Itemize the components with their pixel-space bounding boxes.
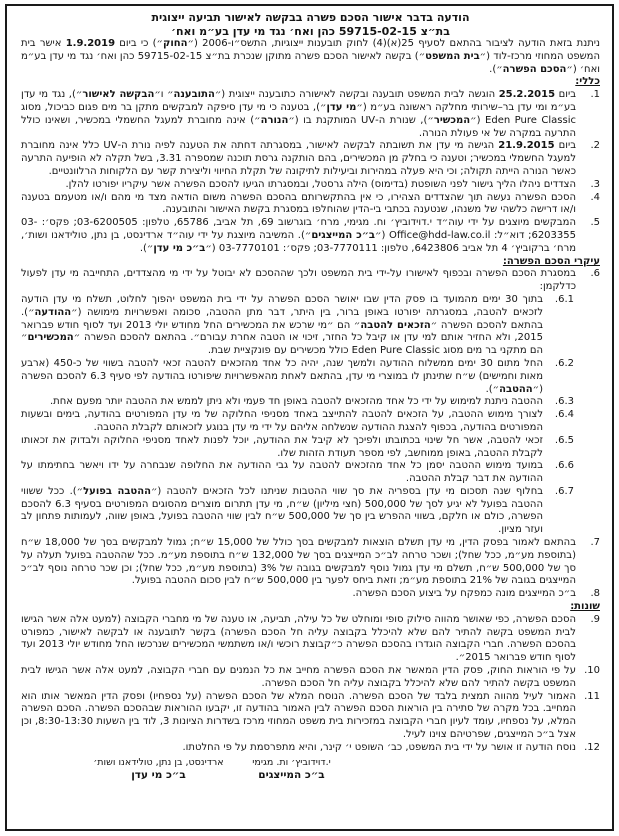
list-item-8	[21, 588, 600, 601]
item-text: ההטבה ניתנת למימוש על ידי כל אחד מהזכאים להטבה באופן חד פעמי ולא ניתן לממש את ההטבה יותר מפעם אחת.	[49, 396, 543, 408]
item-text: בהתאם לאמור בפסק הדין, מי עדן תשלם הוצאות למבקשים בסך כולל של 15,000 ש״ח; גמול למבקשים בסך של 18,000 ש״ח (בתוספת מע״מ, ככל שחל); ושכר טרחה לב״כ המייצגים בסך של 132,000 ש״ח בתוספת מע״מ. ככל שההטבה בפועל תעלה על סך של 500,000 ש״ח, תשלם מי עדן גמול נוסף למבקשים בגובה של 3% (בתוספת מע״מ, ככל שחל); וכן שכר טרחה נוסף לב״כ המייצגים בגובה של 21% בתוספת מע״מ; וזאת ביחס לפער בין 500,000 ש״ח לבין סכום ההטבה בפועל.	[21, 537, 576, 587]
item-text: המבקשים מיוצגים על ידי עוה״ד י.דוידוביץ׳ וח. מגימי, מרח׳ בוגרשוב 69, תל אביב, 65786, טלפון: 03-6200505; פקס׳: 03-6203355; דוא״ל: Office@hdd-law.co.il (״ב״כ המייצגים״). המשיבה מיוצגת על ידי עוה״ד ארדינסט, בן נתן, טולידאנו ושות׳, מרח׳ ברקוביץ׳ 4 תל אביב 6423806, טלפון: 03-7770111; פקס׳: 03-7770101 (״ב״כ מי עדן״).	[21, 217, 576, 254]
list-item-7	[21, 537, 600, 588]
item-number: 6.1.	[554, 293, 574, 305]
list-item-2	[21, 140, 600, 178]
signature-role: ב״כ המייצגים	[258, 768, 325, 781]
list-item-6-1	[21, 294, 600, 358]
item-text: החל מתום 30 ימים ממשלוח ההודעה ולמשך שנה, יהיה כל אחד מהזכאים להטבה זכאי להטבה בשווי של כ-450 (ארבע מאות וחמישים) ש״ח שתינתן לו במוצרי מי עדן, בהתאם לאחת מהאפשרויות שיפורטו בהודעה לפי סעיף 6.3 להסכם הפשרה (״ההטבה״).	[21, 357, 543, 395]
item-number: 4.	[590, 191, 600, 203]
item-text: זכאי להטבה, אשר חל שינוי בכתובתו ולפיכך לא קיבל את ההודעה, יוכל לפנות לאחד מסניפי החלוקה ולבדוק את זכאותו לקבלת ההטבה, באופן ממוחשב, לפי מספר תעודת הזהות שלו.	[21, 434, 543, 459]
list-item-11	[21, 691, 600, 742]
signature-role: ב״כ מי עדן	[131, 768, 186, 781]
item-text: הסכם הפשרה נעשה תוך שהצדדים הצהירו, כי אין בהתקשרותם בהסכם הפשרה משום הודאה מצד מי מהם ו/או מטעמם בטענה ו/או דרישה כלשהי של משנהו, שנטענה בכתבי בי-הדין שהוחלפו במסגרת בקשת האישור והתובענה.	[21, 191, 576, 216]
item-text: לצורך מימוש ההטבה, על הזכאים להטבה להתייצב באחד מסניפי החלוקה של מי עדן המפורטים בהודעה, בימים ובשעות המפורטים בהודעה, בכפוף להצגת ההודעה שנשלחה אליהם על ידי מי עדן בנוגע לזכאותם לקבלת ההטבה.	[21, 409, 543, 433]
item-number: 6.4.	[554, 409, 574, 421]
defendant-counsel-signature	[61, 757, 256, 782]
item-number: 6.3.	[554, 396, 574, 408]
item-number: 6.	[590, 268, 600, 280]
item-text: ביום 25.2.2015 הוגשה לבית המשפט תובענה ובקשה לאישורה כתובענה ייצוגית (״התובענה״ ו״הבקשה לאישור״), נגד מי עדן בע״מ ומי עדן בר–שירותי מחלקה ראשונה בע״מ (״מי עדן״), בטענה כי מי עדן סיפקה למבקשים מתקן בר מים פגום כביכול, מסוג Eden Pure Classic (״המכשיר״), שנורת ה-UV המותקנת בו (״הנורה״) אינה מחוברת למעגל החשמלי במכשיר, ושאינו כולל התרעה במקרה של אי פעולת הנורה.	[21, 89, 577, 139]
item-text: על פי הוראות החוק, פסק הדין המאשר את הסכם הפשרה מחייב את כל הנמנים עם חברי הקבוצה, למעט אלה אשר הגישו לבית המשפט בקשה להתיר להם שלא להיכלל בקבוצה עליה חל הסכם הפשרה.	[21, 665, 576, 689]
list-item-6-2	[21, 358, 600, 396]
item-number: 8.	[590, 588, 600, 600]
item-text: ב״כ המייצגים מונה כמפקח על ביצוע הסכם הפשרה.	[352, 588, 576, 600]
item-number: 2.	[590, 140, 600, 152]
list-item-6-6	[21, 460, 600, 486]
item-number: 9.	[590, 613, 600, 625]
item-number: 6.5.	[554, 434, 574, 446]
item-text: נוסח הודעה זו אושר על ידי בית המשפט, כב׳ השופט י׳ קינר, והיא מתפרסמת על פי החלטתו.	[182, 741, 576, 753]
item-number: 6.7.	[554, 485, 574, 497]
section-heading-essence: עיקרי הסכם הפשרה:	[502, 255, 600, 267]
item-text: בחלוף שנה תסכום מי עדן בספריה את סך שווי ההטבות שניתנו לכל הזכאים להטבה (״ההטבה בפועל״). ככל ששווי ההטבה בפועל לא יגיע לסך של 500,000 (חצי מיליון) ש״ח, מי עדן תתרום מוצרים מהסוגים המפורטים בסעיף 6.3 להסכם הפשרה, כולם או חלקם, בשווי ההפרש בין סך של 500,000 ש״ח לבין שווי ההטבה בפועל, באופן שווה, לעמותות פתחון לב ועזר מציון.	[21, 485, 544, 536]
case-number-title: בת״צ 59715-02-15 כהן ואח׳ נגד מי עדן בע״מ ואח׳	[171, 24, 450, 38]
list-item-6	[21, 268, 600, 294]
item-number: 7.	[590, 537, 600, 549]
item-text: בתוך 30 ימים מהמועד בו פסק הדין שבו יאושר הסכם הפשרה על ידי בית המשפט יהפוך לחלוט, תשלח מי עדן הודעה לזכאים להטבה, במסגרתה יפורטו באופן ברור, בין היתר, דבר מתן ההטבה, סכומה ואפשרויות מימושה (״ההודעה״). בהתאם להסכם הפשרה ״הזכאים להטבה״ הם ״מי שרכש את המכשירים החל מחודש יולי 2013 ועד לסוף חודש פברואר 2015, ולא החזיר אותם למי עדן או קיבל כל החזר, זיכוי או הטבה אחרת עבורם״. בהתאם להסכם הפשרה ״המכשירים״ הם מתקני בר מים מסוג Eden Pure Classic כולל מכשירים עם פונקציית שבת.	[21, 293, 544, 357]
notice-title: הודעה בדבר אישור הסכם פשרה בבקשה לאישור תביעה ייצוגית	[151, 11, 470, 24]
signature-name: י.דוידוביץ׳ ות. מגימי	[252, 756, 331, 768]
item-number: 12.	[584, 741, 600, 753]
list-item-12	[21, 742, 600, 755]
list-item-6-4	[21, 409, 600, 435]
list-item-10	[21, 665, 600, 691]
notice-frame	[5, 4, 614, 831]
signature-name: ארדינסט, בן נתן, טולידאנו ושות׳	[93, 756, 224, 768]
item-text: הסכם הפשרה, כפי שאושר מהווה סילוק סופי ומוחלט של כל עילה, תביעה, או טענה של מי מחברי הקבוצה (למעט אלה אשר הגישו לבית המשפט בקשה להתיר להם שלא להיכלל בקבוצה עליה חל הסכם הפשרה) בקשר לתובענה או לבקשה לאישור, כמפורט בהסכם הפשרה. חברי הקבוצה הוגדרו בהסכם הפשרה כ״קבוצת רוכשי ו/או משתמשי המכשירים שנרכשו החל מחודש יולי 2013 ועד לסוף חודש פברואר 2015״.	[21, 613, 577, 664]
list-item-6-5	[21, 435, 600, 461]
item-text: הצדדים ניהלו הליך גישור לפני השופטת (בדימוס) הילה גרסטל, ובמסגרתו הגיעו להסכם הפשרה אשר עיקריו יפורטו להלן.	[65, 178, 576, 190]
signature-block	[21, 757, 600, 787]
item-number: 6.6.	[554, 460, 574, 472]
section-heading-misc: שונות:	[570, 601, 600, 613]
item-text: ביום 21.9.2015 הגישה מי עדן את תשובתה לבקשה לאישור, במסגרתה דחתה את הטענה לפיה נורת ה-UV כלל אינה מחוברת למעגל החשמלי במכשיר; וטענה כי בחלק מן המכשירים, בהם הותקנה גרסת תוכנה שמספרה 3.31, בשל תקלה לא הופיעה התרעה כאשר הנורה הייתה תקולה; וכי היא פעלה במהירות וביעילות לתיקונה של תקלת החיווי וליצירת קשר עם הלקוחות הרלוונטיים.	[21, 140, 577, 177]
item-text: האמור לעיל מהווה תמצית בלבד של הסכם הפשרה. הנוסח המלא של הסכם הפשרה (על נספחיו) ופסק הדין המאשר אותו הוא המחייב. בכל מקרה של סתירה בין הוראות הסכם הפשרה לבין האמור בהודעה זו, יקבעו ההוראות שבהסכם הפשרה. הסכם הפשרה המלא, על נספחיו, עומד לעיון חברי הקבוצה במזכירות בית משפט המחוזי מרכז בשדרות הציונות 3, לוד בין השעות 8:30-13:30, וכן אצל ב״כ המייצגים, שפרטיהם צוינו לעיל.	[21, 690, 576, 741]
list-item-4	[21, 192, 600, 218]
item-text: במסגרת הסכם הפשרה ובכפוף לאישורו על-ידי בית המשפט ולכך שההסכם לא יבוטל על ידי מי מהצדדים, התחייבה מי עדן לפעול כדלקמן:	[21, 268, 576, 293]
list-item-1	[21, 89, 600, 140]
item-text: במועד מימוש ההטבה יסמן כל אחד מהזכאים להטבה על גבי ההודעה את החלופה שנבחרה על ידו ויאשר בחתימתו על ההודעה את דבר קבלת ההטבה.	[21, 460, 543, 485]
item-number: 5.	[590, 217, 600, 229]
item-number: 10.	[584, 665, 600, 677]
list-item-3	[21, 179, 600, 192]
item-number: 11.	[584, 690, 600, 702]
list-item-5	[21, 217, 600, 255]
item-number: 6.2.	[554, 357, 574, 369]
list-item-6-7	[21, 486, 600, 537]
list-item-6-3	[21, 396, 600, 409]
section-heading-general: כללי:	[575, 76, 600, 88]
intro-paragraph: ניתנת בזאת הודעה לציבור בהתאם לסעיף 25(א)(4) לחוק תובענות ייצוגיות, התשס״ו-2006 (״החוק״) כי ביום 1.9.2019 אישר בית המשפט המחוזי מרכז-לוד (״בית המשפט״) בקשה לאישור הסכם פשרה מתוקן שנכרת בת״צ 59715-02-15 כהן ואח׳ נגד מי עדן בע״מ ואח׳ (״הסכם הפשרה״).	[21, 38, 601, 75]
item-number: 1.	[590, 89, 600, 101]
item-number: 3.	[590, 178, 600, 190]
list-item-9	[21, 614, 600, 665]
